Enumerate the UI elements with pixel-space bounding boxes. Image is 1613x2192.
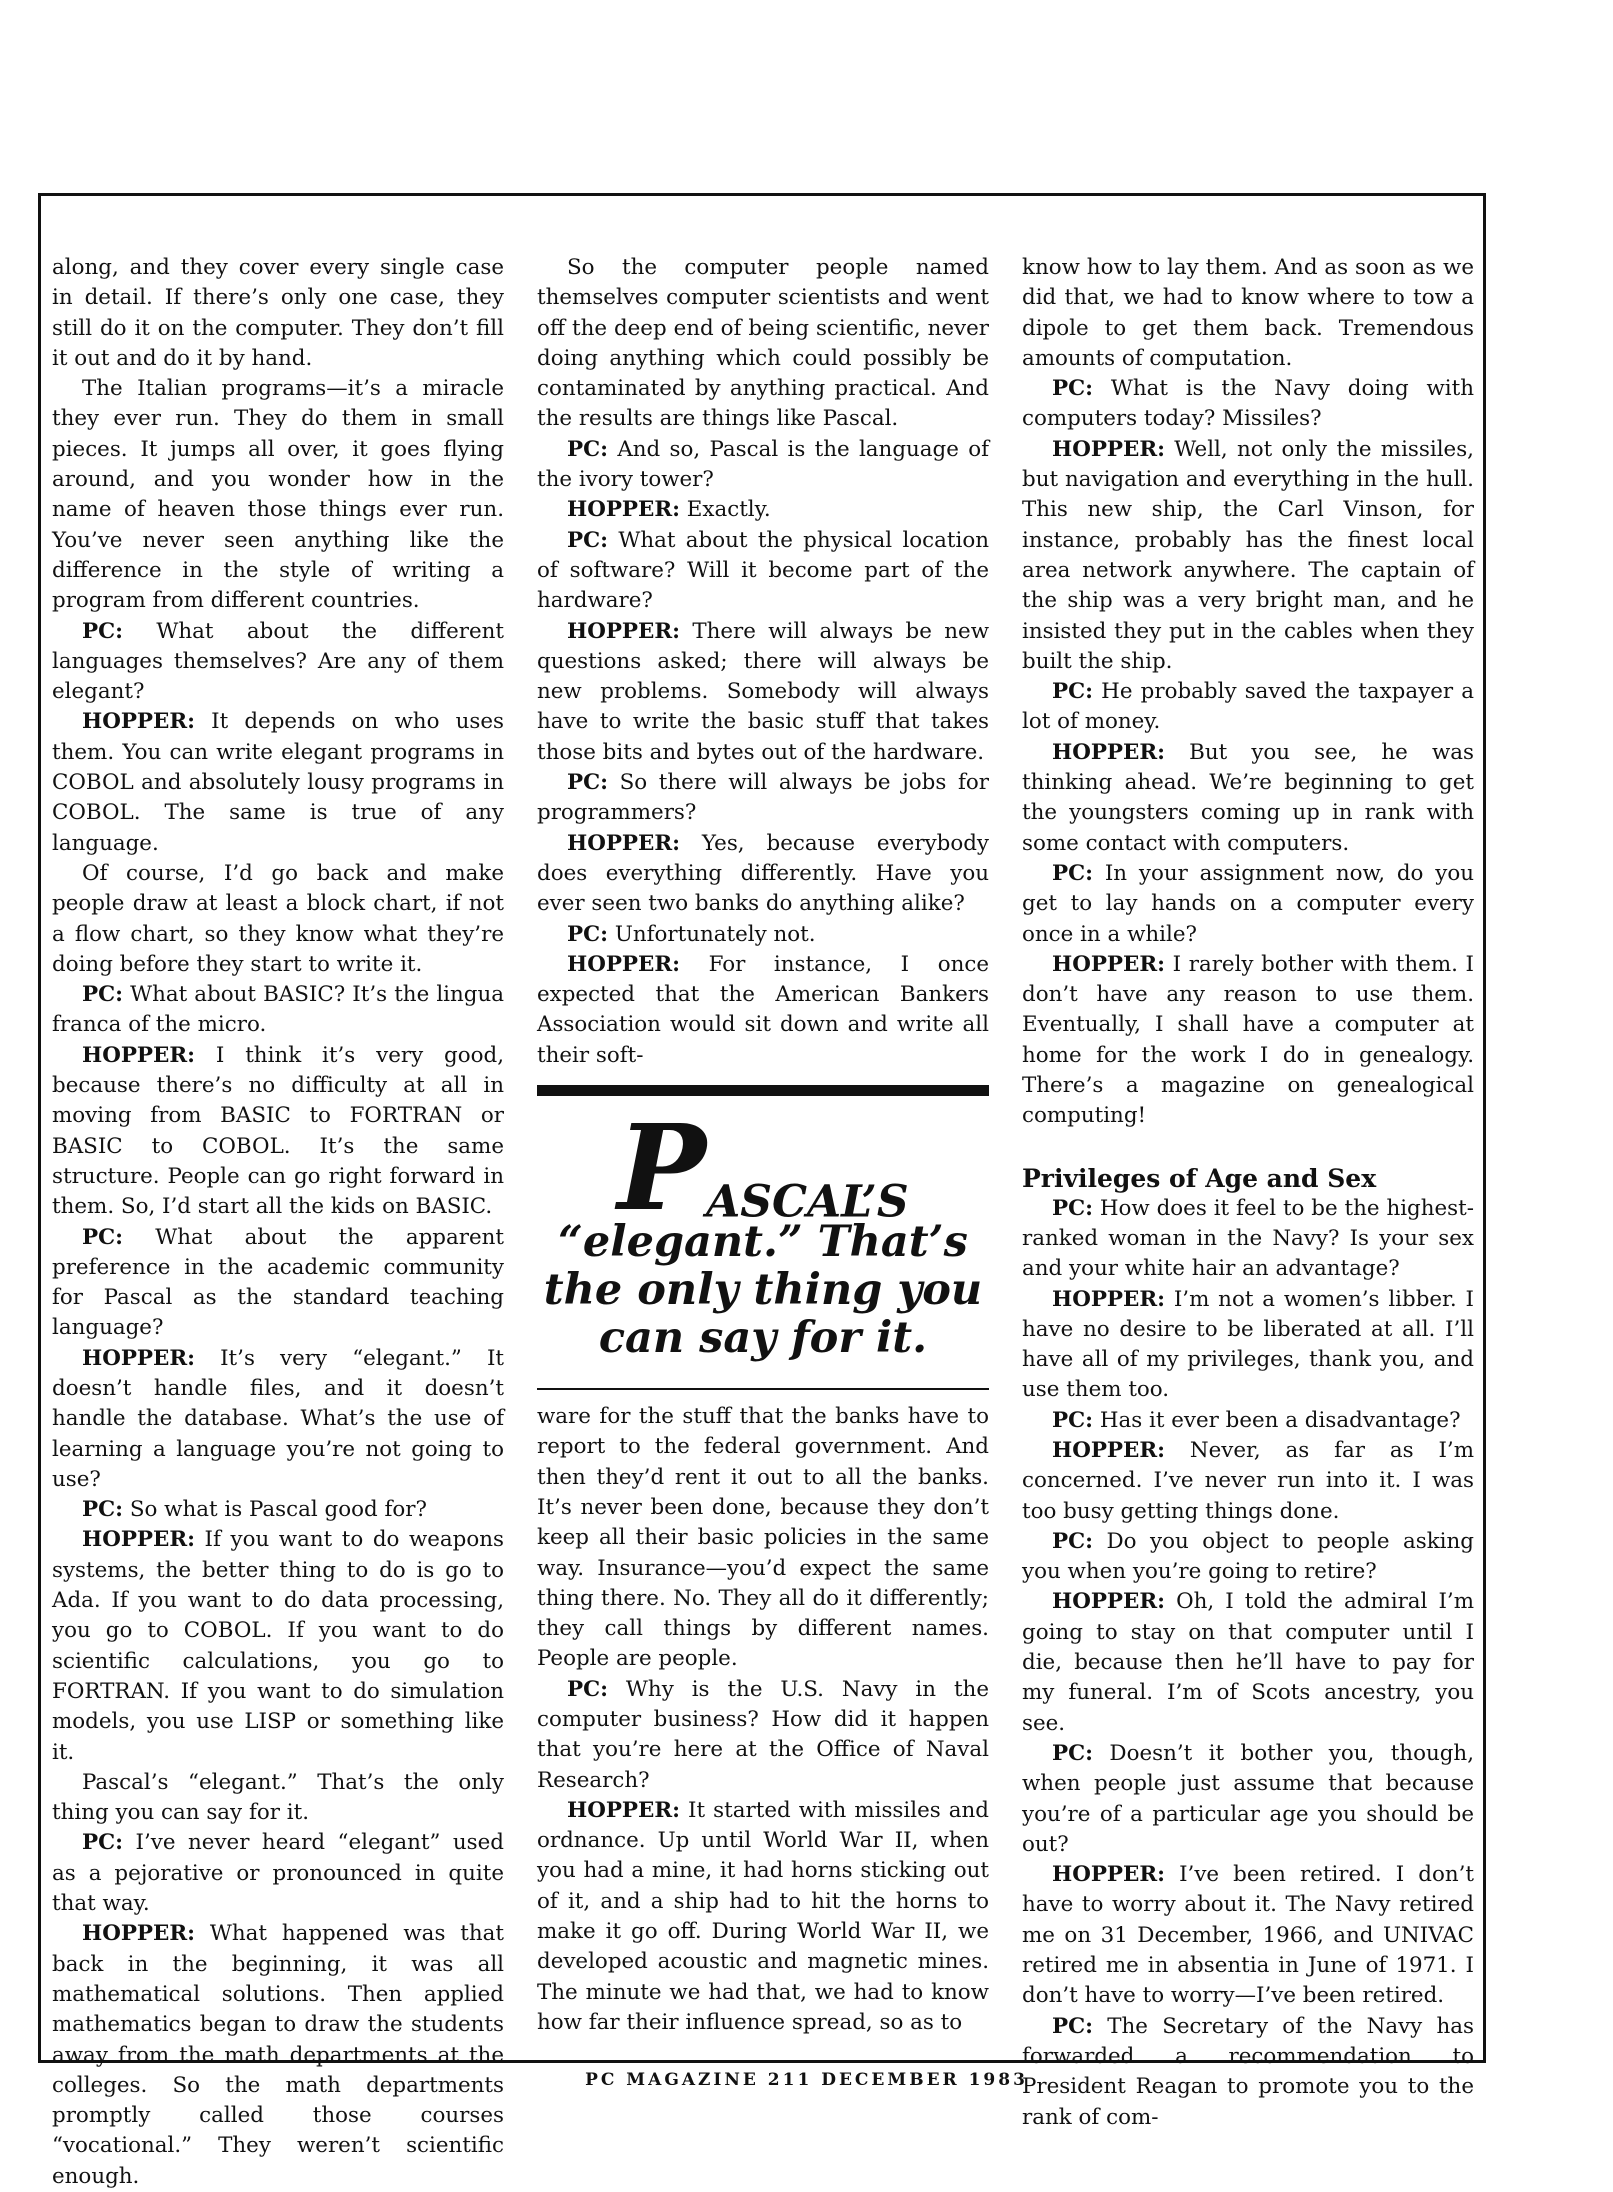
speaker-text: What about the different languages themselves? Are any of them elegant?: [52, 618, 504, 705]
speaker-text: And so, Pascal is the language of the ivory tower?: [537, 436, 989, 493]
column-3-bottom: [1022, 1194, 1474, 2133]
speaker-label: PC:: [567, 436, 609, 462]
paragraph: [52, 1344, 504, 1495]
paragraph: [537, 435, 989, 496]
speaker-label: PC:: [1052, 376, 1094, 402]
speaker-label: HOPPER:: [1052, 1437, 1165, 1463]
column-3-top: [1022, 253, 1474, 1132]
paragraph: So the computer people named themselves computer scientists and went off the deep end of being scientific, never doing anything which could possibly be contaminated by anything practical. And the results are things like Pascal.: [537, 255, 989, 432]
paragraph: [1022, 435, 1474, 677]
speaker-text: I’ve never heard “elegant” used as a pejorative or pronounced in quite that way.: [52, 1830, 504, 1917]
paragraph: [1022, 1587, 1474, 1738]
speaker-label: HOPPER:: [82, 1042, 195, 1068]
speaker-label: PC:: [82, 618, 124, 644]
paragraph: know how to lay them. And as soon as we did that, we had to know where to tow a dipole to get them back. Tremendous amounts of computation.: [1022, 255, 1474, 371]
speaker-label: HOPPER:: [1052, 1862, 1165, 1888]
column-2: [537, 253, 989, 2038]
paragraph: [537, 829, 989, 920]
speaker-label: PC:: [567, 921, 609, 947]
speaker-label: HOPPER:: [1052, 739, 1165, 765]
speaker-text: What about BASIC? It’s the lingua franca of the micro.: [52, 982, 504, 1038]
speaker-text: But you see, he was thinking ahead. We’re beginning to get the youngsters coming up in rank with some contact with computers.: [1022, 739, 1474, 856]
speaker-text: It started with missiles and ordnance. Up until World War II, when you had a mine, it had horns sticking out of it, and a ship had to hit the horns to make it go off. During World War II, we developed acoustic and magnetic mines. The minute we had that, we had to know how far their influence spread, so as to: [537, 1797, 989, 2035]
pull-quote-initial: P: [617, 1098, 707, 1238]
paragraph: [52, 1041, 504, 1223]
speaker-text: Why is the U.S. Navy in the computer business? How did it happen that you’re here at the Office of Naval Research?: [537, 1676, 989, 1793]
paragraph: The Italian programs—it’s a miracle they ever run. They do them in small pieces. It jumps all over, it goes flying around, and you wonder how in the name of heaven those things ever run. You’ve never seen anything like the difference in the style of writing a program from different countries.: [52, 376, 504, 614]
speaker-text: What happened was that back in the beginning, it was all mathematical solutions. Then applied mathematics began to draw the students away from the math departments at the colleges. So the math departments promptly called those courses “vocational.” They weren’t scientific enough.: [52, 1921, 504, 2189]
paragraph: [1022, 1739, 1474, 1860]
speaker-label: HOPPER:: [567, 497, 680, 523]
speaker-text: In your assignment now, do you get to lay hands on a computer every once in a while?: [1022, 860, 1474, 947]
speaker-text: I think it’s very good, because there’s no difficulty at all in moving from BASIC to FORTRAN or BASIC to COBOL. It’s the same structure. People can go right forward in them. So, I’d start all the kids on BASIC.: [52, 1042, 504, 1220]
speaker-label: HOPPER:: [82, 1921, 195, 1947]
speaker-label: HOPPER:: [567, 1797, 680, 1823]
speaker-label: HOPPER:: [82, 709, 195, 735]
speaker-label: PC:: [82, 1830, 124, 1856]
speaker-text: It’s very “elegant.” It doesn’t handle files, and it doesn’t handle the database. What’s the use of learning a language you’re not going to use?: [52, 1345, 504, 1492]
speaker-label: HOPPER:: [1052, 436, 1165, 462]
speaker-text: Never, as far as I’m concerned. I’ve never run into it. I was too busy getting things done.: [1022, 1437, 1474, 1524]
speaker-text: For instance, I once expected that the American Bankers Association would sit down and write all their soft-: [537, 951, 989, 1068]
speaker-label: PC:: [1052, 2013, 1094, 2039]
speaker-text: It depends on who uses them. You can write elegant programs in COBOL and absolutely lousy programs in COBOL. The same is true of any language.: [52, 709, 504, 856]
speaker-text: I rarely bother with them. I don’t have any reason to use them. Eventually, I shall have a computer at home for the work I do in genealogy. There’s a magazine on genealogical computing!: [1022, 951, 1474, 1129]
speaker-label: PC:: [82, 982, 124, 1008]
paragraph: [52, 1223, 504, 1344]
pull-quote-body: “elegant.” That’s the only thing you can say for it.: [543, 1217, 983, 1364]
speaker-label: PC:: [1052, 1407, 1094, 1433]
speaker-label: PC:: [1052, 679, 1094, 705]
paragraph: [1022, 1527, 1474, 1588]
paragraph: [537, 768, 989, 829]
speaker-text: Well, not only the missiles, but navigation and everything in the hull. This new ship, the Carl Vinson, for instance, probably has the finest local area network anywhere. The captain of the ship was a very bright man, and he insisted they put in the cables when they built the ship.: [1022, 436, 1474, 674]
column-3: [1022, 253, 1474, 2133]
paragraph: [52, 980, 504, 1041]
paragraph: [537, 1675, 989, 1796]
speaker-text: So there will always be jobs for programmers?: [537, 770, 989, 826]
speaker-label: PC:: [567, 1676, 609, 1702]
speaker-text: Has it ever been a disadvantage?: [1093, 1407, 1461, 1433]
speaker-text: Exactly.: [680, 497, 771, 523]
column-2-top: [537, 253, 989, 1071]
speaker-label: PC:: [82, 1224, 124, 1250]
speaker-text: What is the Navy doing with computers today? Missiles?: [1022, 376, 1474, 432]
paragraph: [1022, 1436, 1474, 1527]
speaker-text: He probably saved the taxpayer a lot of money.: [1022, 679, 1474, 735]
speaker-label: PC:: [567, 770, 609, 796]
pull-quote-word: ASCAL’S: [706, 1176, 909, 1228]
column-1: [52, 253, 504, 2192]
paragraph: [1022, 374, 1474, 435]
speaker-label: PC:: [82, 1497, 124, 1523]
speaker-text: There will always be new questions asked; there will always be new problems. Somebody will always have to write the basic stuff that takes those bits and bytes out of the hardware.: [537, 618, 989, 765]
paragraph: [1022, 859, 1474, 950]
speaker-text: I’m not a women’s libber. I have no desire to be liberated at all. I’ll have all of my privileges, thank you, and use them too.: [1022, 1286, 1474, 1403]
paragraph: [1022, 677, 1474, 738]
paragraph: [537, 617, 989, 768]
speaker-text: Yes, because everybody does everything differently. Have you ever seen two banks do anything alike?: [537, 830, 989, 917]
paragraph: Of course, I’d go back and make people draw at least a block chart, if not a flow chart, so they know what they’re doing before they start to write it.: [52, 860, 504, 977]
paragraph: [52, 1525, 504, 1767]
paragraph: [537, 526, 989, 617]
speaker-label: PC:: [1052, 1528, 1094, 1554]
paragraph: ware for the stuff that the banks have to report to the federal government. And then they’d rent it out to all the banks. It’s never been done, because they don’t keep all their basic policies in the same way. Insurance—you’d expect the same thing there. No. They all do it differently; they call things by different names. People are people.: [537, 1404, 989, 1672]
paragraph: [52, 1495, 504, 1525]
speaker-label: PC:: [1052, 860, 1094, 886]
pull-quote: [537, 1085, 989, 1390]
page-footer: PC MAGAZINE 211 DECEMBER 1983: [585, 2070, 1028, 2090]
paragraph: [537, 495, 989, 525]
paragraph: [1022, 1194, 1474, 1285]
speaker-label: PC:: [567, 527, 609, 553]
speaker-text: What about the apparent preference in the academic community for Pascal as the standard teaching language?: [52, 1224, 504, 1341]
paragraph: [52, 707, 504, 858]
paragraph: [537, 920, 989, 950]
paragraph: [1022, 950, 1474, 1132]
speaker-text: The Secretary of the Navy has forwarded a recommendation to President Reagan to promote you to the rank of com-: [1022, 2013, 1474, 2130]
speaker-text: Unfortunately not.: [608, 921, 816, 947]
speaker-text: Do you object to people asking you when you’re going to retire?: [1022, 1528, 1474, 1585]
speaker-label: PC:: [1052, 1195, 1094, 1221]
speaker-label: HOPPER:: [567, 618, 680, 644]
paragraph: [1022, 738, 1474, 859]
speaker-label: HOPPER:: [82, 1345, 195, 1371]
speaker-label: HOPPER:: [1052, 1589, 1165, 1615]
paragraph: [537, 1796, 989, 2038]
paragraph: [52, 617, 504, 708]
paragraph: [1022, 1285, 1474, 1406]
paragraph: [52, 1919, 504, 2192]
speaker-label: HOPPER:: [1052, 951, 1165, 977]
paragraph: along, and they cover every single case in detail. If there’s only one case, they still do it on the computer. They don’t fill it out and do it by hand.: [52, 255, 504, 371]
speaker-label: HOPPER:: [567, 951, 680, 977]
speaker-text: So what is Pascal good for?: [123, 1497, 427, 1523]
speaker-text: If you want to do weapons systems, the better thing to do is go to Ada. If you want to do data processing, you go to COBOL. If you want to do scientific calculations, you go to FORTRAN. If you want to do simulation models, you use LISP or something like it.: [52, 1527, 504, 1765]
speaker-text: What about the physical location of software? Will it become part of the hardware?: [537, 527, 989, 614]
pull-quote-heading: [543, 1098, 983, 1238]
speaker-text: How does it feel to be the highest-ranked woman in the Navy? Is your sex and your white hair an advantage?: [1022, 1195, 1474, 1282]
speaker-text: Oh, I told the admiral I’m going to stay on that computer until I die, because then he’ll have to pay for my funeral. I’m of Scots ancestry, you see.: [1022, 1589, 1474, 1736]
paragraph: [537, 950, 989, 1071]
speaker-label: HOPPER:: [567, 830, 680, 856]
speaker-label: PC:: [1052, 1740, 1094, 1766]
speaker-label: HOPPER:: [82, 1527, 195, 1553]
speaker-label: HOPPER:: [1052, 1286, 1165, 1312]
speaker-text: Doesn’t it bother you, though, when people just assume that because you’re of a particular age you should be out?: [1022, 1740, 1474, 1857]
paragraph: [1022, 1860, 1474, 2011]
paragraph: [1022, 1406, 1474, 1436]
paragraph: Pascal’s “elegant.” That’s the only thing you can say for it.: [52, 1769, 504, 1826]
column-2-bottom: [537, 1402, 989, 2038]
paragraph: [52, 1828, 504, 1919]
section-heading: Privileges of Age and Sex: [1022, 1163, 1377, 1193]
speaker-text: I’ve been retired. I don’t have to worry about it. The Navy retired me on 31 December, 1966, and UNIVAC retired me in absentia in June of 1971. I don’t have to worry—I’ve been retired.: [1022, 1862, 1474, 2009]
